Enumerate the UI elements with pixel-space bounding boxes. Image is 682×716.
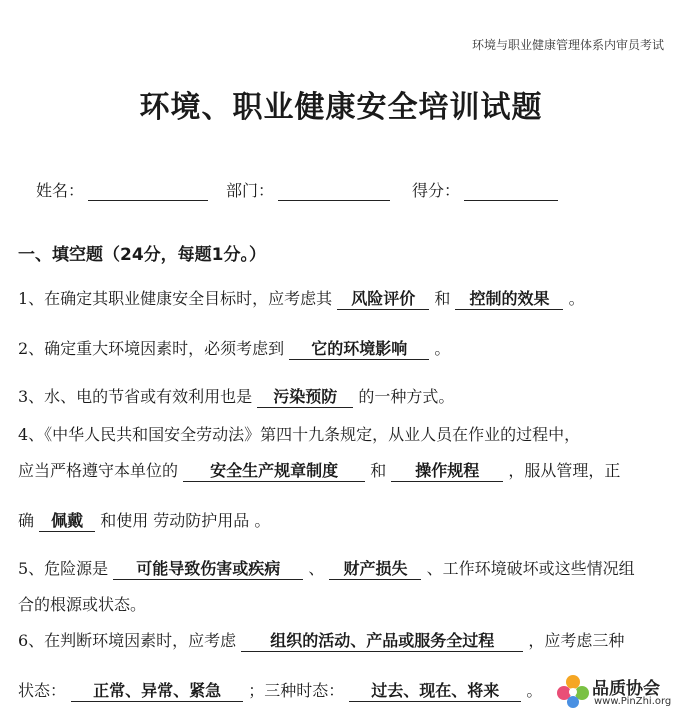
name-blank[interactable] [88, 182, 208, 201]
q6-answer-2: 正常、异常、紧急 [71, 681, 243, 702]
q2-end: 。 [434, 339, 451, 358]
q1-end: 。 [568, 289, 585, 308]
q4-answer-3: 佩戴 [39, 511, 95, 532]
q5-end: 、工作环境破坏或这些情况组 [426, 559, 635, 578]
dept-blank[interactable] [278, 182, 390, 201]
question-1 [18, 288, 585, 310]
q1-answer-1: 风险评价 [337, 289, 429, 310]
q2-text: 2、确定重大环境因素时，必须考虑到 [18, 339, 285, 358]
q3-end: 的一种方式。 [358, 387, 455, 406]
q1-text: 1、在确定其职业健康安全目标时，应考虑其 [18, 289, 333, 308]
header-note: 环境与职业健康管理体系内审员考试 [471, 38, 664, 52]
q6-mid: ；三种时态： [248, 681, 345, 700]
q6-answer-3: 过去、现在、将来 [349, 681, 521, 702]
question-6-line-2 [18, 680, 542, 702]
q5-answer-2: 财产损失 [329, 559, 421, 580]
q4-answer-1: 安全生产规章制度 [183, 461, 365, 482]
q4-mid: 和 [370, 461, 387, 480]
q4-text-3: 确 [18, 511, 35, 530]
q6-end-2: 。 [526, 681, 543, 700]
q5-answer-1: 可能导致伤害或疾病 [113, 559, 303, 580]
q3-answer-1: 污染预防 [257, 387, 353, 408]
q6-end: ，应考虑三种 [528, 631, 625, 650]
q6-answer-1: 组织的活动、产品或服务全过程 [241, 631, 523, 652]
logo-url: www.PinZhi.org [594, 696, 672, 707]
page-title: 环境、职业健康安全培训试题 [139, 90, 543, 125]
q5-mid: 、 [308, 559, 325, 578]
score-field [412, 178, 558, 201]
dept-field [226, 178, 390, 201]
question-3 [18, 386, 454, 408]
question-4-line-3 [18, 510, 270, 532]
q5-text: 5、危险源是 [18, 559, 109, 578]
dept-label: 部门： [226, 181, 275, 200]
q4-end-2: ，服从管理，正 [508, 461, 621, 480]
logo-name: 品质协会 [592, 679, 660, 699]
q2-answer-1: 它的环境影响 [289, 339, 429, 360]
q1-mid: 和 [434, 289, 451, 308]
question-4-line-1: 4、《中华人民共和国安全劳动法》第四十九条规定，从业人员在作业的过程中， [18, 425, 581, 444]
question-4-line-2 [18, 460, 620, 482]
q4-end-3: 和使用 劳动防护用品 。 [100, 511, 271, 530]
q3-text: 3、水、电的节省或有效利用也是 [18, 387, 253, 406]
question-6 [18, 630, 624, 652]
name-field [36, 178, 208, 201]
question-5-line-2: 合的根源或状态。 [18, 595, 147, 614]
flower-icon [554, 672, 592, 710]
pinzhi-logo [554, 672, 674, 712]
q4-text-2: 应当严格遵守本单位的 [18, 461, 179, 480]
q1-answer-2: 控制的效果 [455, 289, 563, 310]
question-5 [18, 558, 635, 580]
q4-answer-2: 操作规程 [391, 461, 503, 482]
score-blank[interactable] [464, 182, 558, 201]
section-heading: 一、填空题（24分，每题1分。） [18, 245, 266, 265]
score-label: 得分： [412, 181, 461, 200]
question-2 [18, 338, 450, 360]
name-label: 姓名： [36, 181, 85, 200]
q6-text: 6、在判断环境因素时，应考虑 [18, 631, 237, 650]
q6-text-2: 状态： [18, 681, 67, 700]
